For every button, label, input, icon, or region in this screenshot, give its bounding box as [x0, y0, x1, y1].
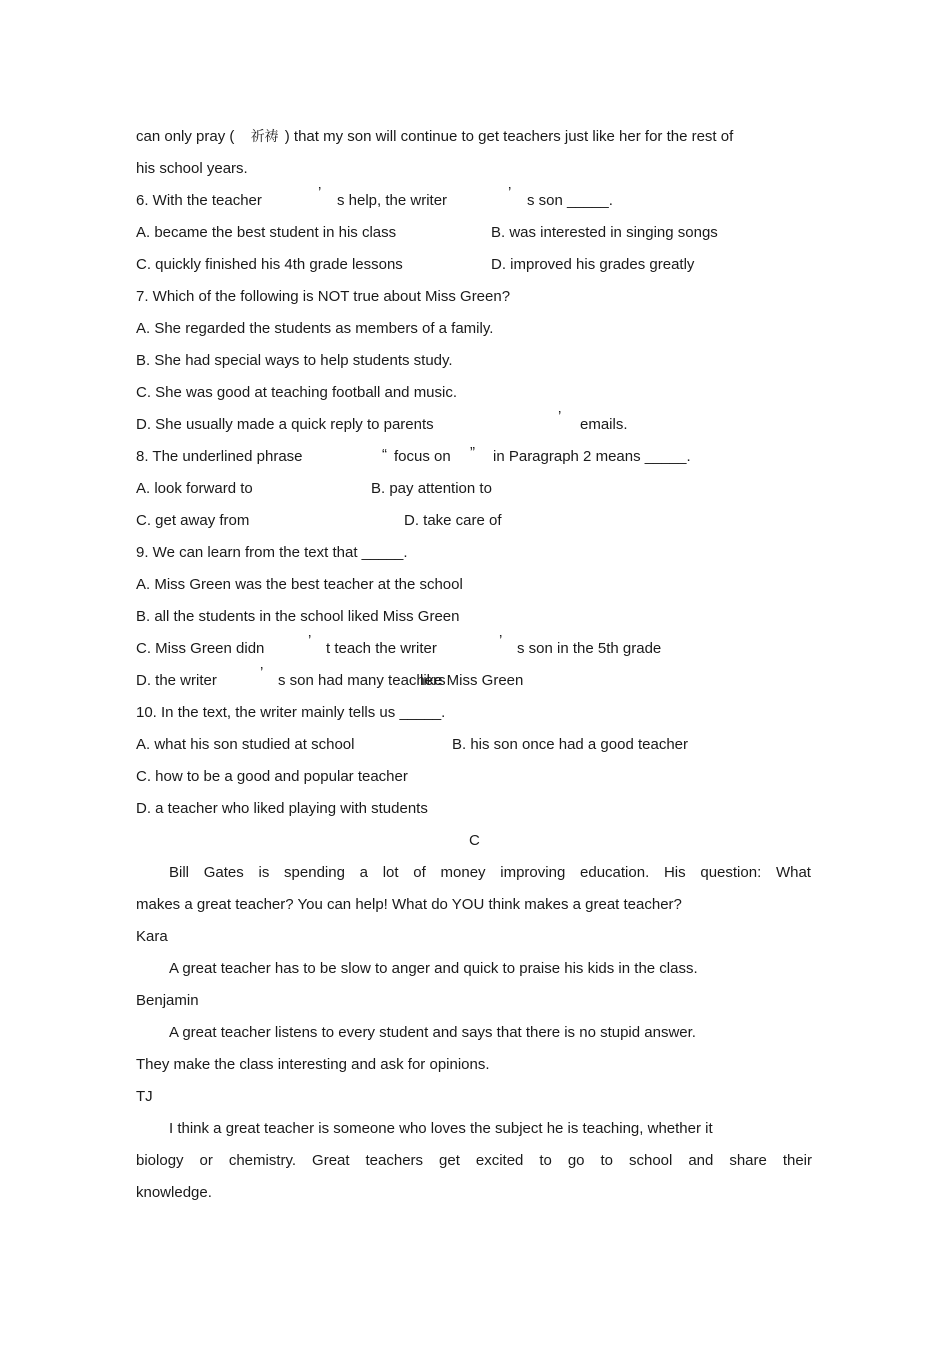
word: improving: [500, 864, 566, 881]
q9-option-d-part-2: s son had many teachers: [278, 672, 446, 689]
word: school: [628, 1152, 673, 1169]
q6-apostrophe-1: ’: [318, 184, 322, 201]
word: biology: [136, 1152, 184, 1169]
q6-stem-part-3: s son _____.: [527, 192, 613, 209]
word: Gates: [203, 864, 244, 881]
q8-stem-part-1: 8. The underlined phrase: [136, 448, 303, 465]
q7-option-c: C. She was good at teaching football and music.: [136, 384, 458, 401]
q7-apostrophe: ’: [558, 408, 562, 425]
q7-stem: 7. Which of the following is NOT true about Miss Green?: [136, 288, 511, 305]
tj-response-line-3: knowledge.: [136, 1184, 212, 1201]
section-heading-c: C: [469, 832, 480, 849]
q10-stem: 10. In the text, the writer mainly tells us _____.: [136, 704, 446, 721]
word: and: [688, 1152, 714, 1169]
q7-option-d-part-1: D. She usually made a quick reply to parents: [136, 416, 434, 433]
q9-option-b: B. all the students in the school liked Miss Green: [136, 608, 460, 625]
q6-stem-part-2: s help, the writer: [337, 192, 448, 209]
q9-option-c-part-2: t teach the writer: [326, 640, 437, 657]
word: to: [600, 1152, 614, 1169]
tj-response-line-2: [136, 1152, 812, 1170]
q9-option-c-part-1: C. Miss Green didn: [136, 640, 265, 657]
responder-name-kara: Kara: [136, 928, 168, 945]
word: is: [258, 864, 270, 881]
q9-option-a: A. Miss Green was the best teacher at the school: [136, 576, 463, 593]
word: education.: [580, 864, 650, 881]
word: of: [413, 864, 426, 881]
responder-name-benjamin: Benjamin: [136, 992, 199, 1009]
q6-option-c: C. quickly finished his 4th grade lessons: [136, 256, 403, 273]
tj-response-line-1: I think a great teacher is someone who loves the subject he is teaching, whether it: [169, 1120, 713, 1137]
word: go: [567, 1152, 585, 1169]
responder-name-tj: TJ: [136, 1088, 153, 1105]
word: to: [539, 1152, 552, 1169]
q9-apostrophe-1: ’: [308, 632, 312, 649]
word: spending: [284, 864, 345, 881]
q10-option-a: A. what his son studied at school: [136, 736, 355, 753]
q8-option-a: A. look forward to: [136, 480, 253, 497]
chinese-gloss: 祈祷: [250, 129, 279, 145]
q6-option-d: D. improved his grades greatly: [491, 256, 695, 273]
word: lot: [382, 864, 399, 881]
q9-option-d-part-1: D. the writer: [136, 672, 217, 689]
word: teachers: [365, 1152, 424, 1169]
q6-option-a: A. became the best student in his class: [136, 224, 397, 241]
word: What: [775, 864, 811, 881]
word: or: [199, 1152, 213, 1169]
q9-apostrophe-2: ’: [499, 632, 503, 649]
word: a: [359, 864, 368, 881]
word: their: [782, 1152, 812, 1169]
q8-open-quote: “: [382, 446, 387, 463]
q9-option-d-part-3: like Miss Green: [420, 672, 524, 689]
q9-option-c-part-3: s son in the 5th grade: [517, 640, 662, 657]
q6-option-b: B. was interested in singing songs: [491, 224, 718, 241]
passage-c-intro-line-2: makes a great teacher? You can help! What do YOU think makes a great teacher?: [136, 896, 682, 913]
word: share: [729, 1152, 767, 1169]
q8-option-b: B. pay attention to: [371, 480, 492, 497]
word: Great: [312, 1152, 350, 1169]
word: His: [663, 864, 686, 881]
passage-b-line-2: his school years.: [136, 160, 248, 177]
word: chemistry.: [228, 1152, 297, 1169]
q8-option-c: C. get away from: [136, 512, 250, 529]
word: excited: [475, 1152, 524, 1169]
q10-option-b: B. his son once had a good teacher: [452, 736, 689, 753]
q8-close-quote: ”: [470, 444, 475, 461]
q8-option-d: D. take care of: [404, 512, 502, 529]
benjamin-response-line-1: A great teacher listens to every student and says that there is no stupid answer.: [169, 1024, 696, 1041]
q8-stem-part-2: in Paragraph 2 means _____.: [493, 448, 691, 465]
q10-option-c: C. how to be a good and popular teacher: [136, 768, 408, 785]
q7-option-b: B. She had special ways to help students study.: [136, 352, 453, 369]
word: question:: [700, 864, 762, 881]
text-segment: can only pray (: [136, 128, 235, 145]
q9-apostrophe-3: ’: [260, 664, 264, 681]
passage-c-intro-line-1: [169, 864, 811, 882]
text-segment: ) that my son will continue to get teachers just like her for the rest of: [284, 128, 734, 145]
q10-option-d: D. a teacher who liked playing with students: [136, 800, 428, 817]
q8-phrase: focus on: [394, 448, 451, 465]
word: Bill: [169, 864, 190, 881]
q6-apostrophe-2: ’: [508, 184, 512, 201]
q7-option-d-part-2: emails.: [580, 416, 628, 433]
q9-stem: 9. We can learn from the text that _____.: [136, 544, 408, 561]
q7-option-a: A. She regarded the students as members of a family.: [136, 320, 494, 337]
word: money: [440, 864, 486, 881]
passage-b-line-1: [136, 128, 733, 146]
q6-stem-part-1: 6. With the teacher: [136, 192, 262, 209]
word: get: [439, 1152, 460, 1169]
benjamin-response-line-2: They make the class interesting and ask for opinions.: [136, 1056, 490, 1073]
kara-response: A great teacher has to be slow to anger and quick to praise his kids in the class.: [169, 960, 698, 977]
